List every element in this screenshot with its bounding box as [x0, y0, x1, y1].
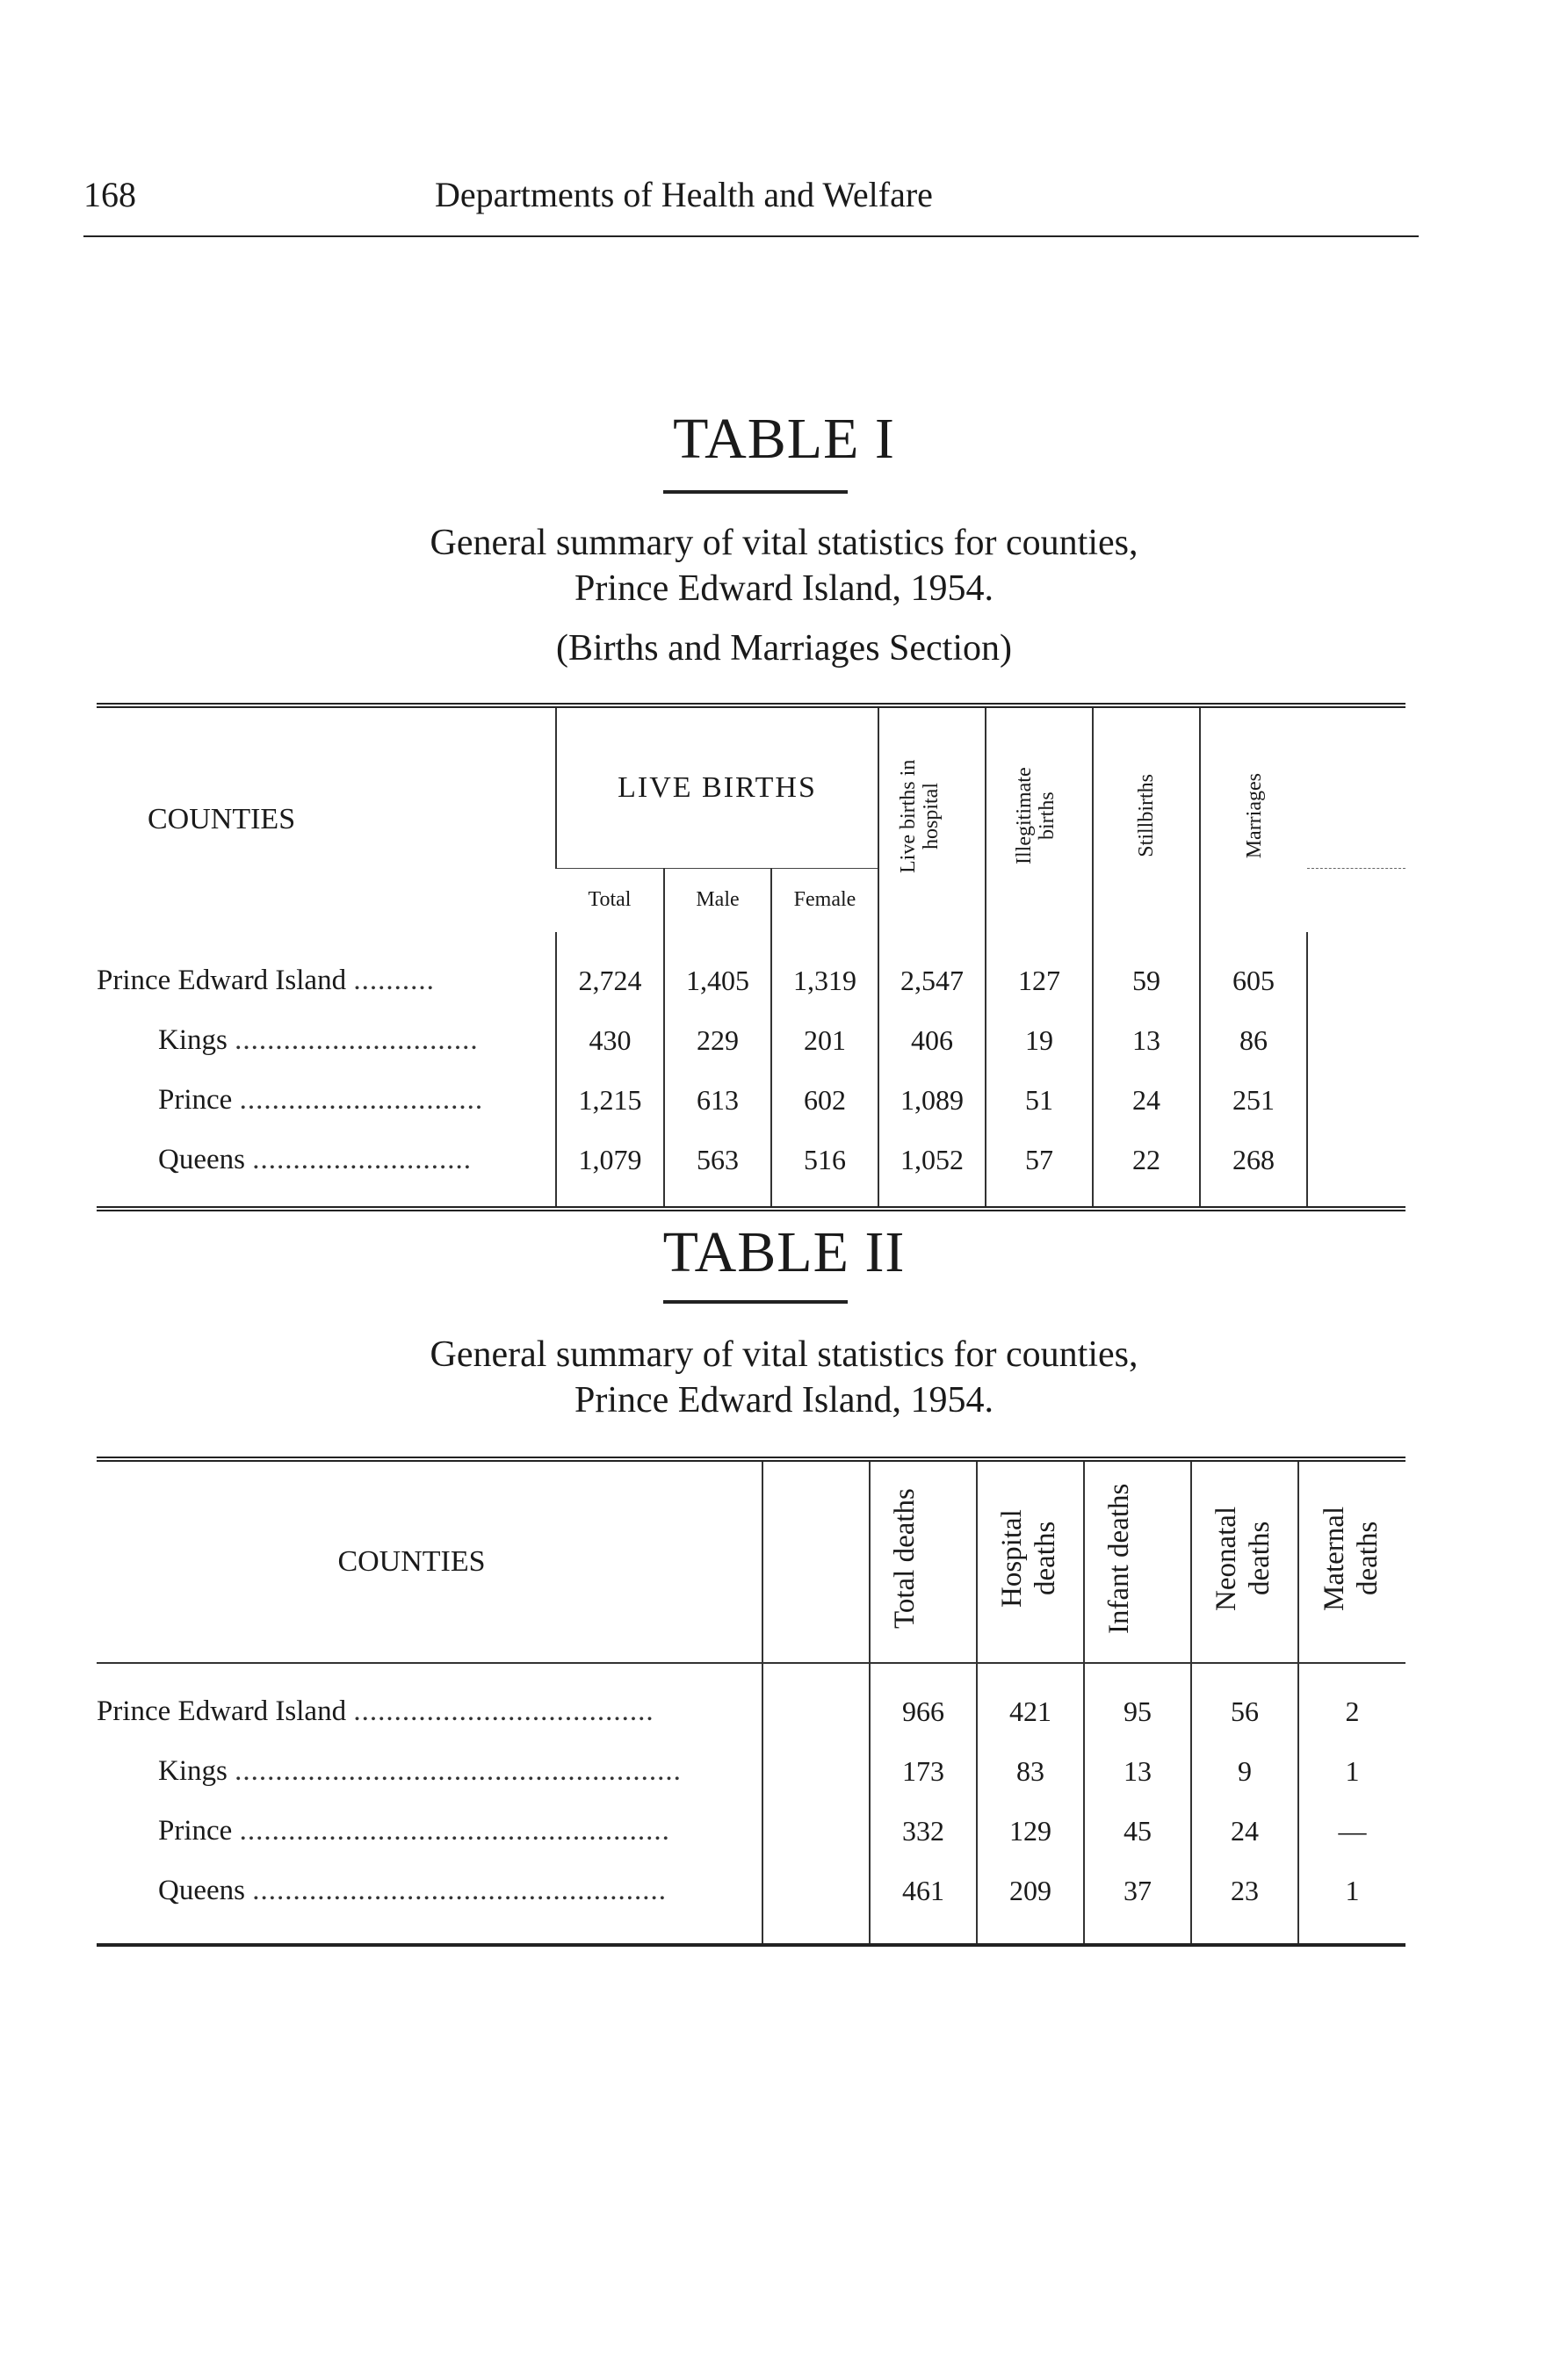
- table1-title-rule: [663, 490, 848, 494]
- county-label: Prince Edward Island: [97, 965, 347, 996]
- cell-blank: [1307, 1071, 1405, 1131]
- row-county-name: [97, 932, 556, 1011]
- table1-header-marriages-label: Marriages: [1242, 773, 1266, 859]
- county-label: Prince: [158, 1814, 233, 1847]
- cell-neonatal: 9: [1191, 1741, 1298, 1801]
- dot-leader: ..............................: [239, 1084, 484, 1116]
- row-county-name: [97, 1861, 762, 1945]
- table1-header-stillbirths: [1093, 705, 1200, 932]
- table1-section: (Births and Marriages Section): [555, 628, 1013, 669]
- table2-title: TABLE II: [662, 1220, 906, 1284]
- cell-total: 332: [870, 1801, 977, 1861]
- page-header: [83, 174, 1419, 237]
- cell-blank: [762, 1861, 870, 1945]
- table-row: [97, 1011, 1405, 1071]
- row-county-name: [97, 1011, 556, 1071]
- table-row: [97, 1071, 1405, 1131]
- county-label: Prince: [158, 1084, 233, 1116]
- cell-blank: [1307, 1011, 1405, 1071]
- running-title: Departments of Health and Welfare: [435, 175, 933, 214]
- cell-infant: 95: [1084, 1663, 1191, 1741]
- cell-blank: [1307, 932, 1405, 1011]
- cell-female: 516: [771, 1131, 878, 1209]
- cell-hospital: 1,089: [878, 1071, 986, 1131]
- cell-hospital: 2,547: [878, 932, 986, 1011]
- cell-marriages: 86: [1200, 1011, 1307, 1071]
- table1-header-hospital-label: Live births in hospital: [897, 759, 943, 873]
- cell-female: 201: [771, 1011, 878, 1071]
- table2-header-neonatal-label: Neonatal deaths: [1210, 1505, 1275, 1611]
- cell-illegitimate: 19: [986, 1011, 1093, 1071]
- cell-hospital: 421: [977, 1663, 1084, 1741]
- cell-total: 173: [870, 1741, 977, 1801]
- table2-header-hospital-label: Hospital deaths: [996, 1508, 1061, 1608]
- cell-illegitimate: 51: [986, 1071, 1093, 1131]
- table1-header-male: Male: [664, 868, 771, 932]
- cell-total: 461: [870, 1861, 977, 1945]
- cell-male: 1,405: [664, 932, 771, 1011]
- table2-header-maternal-label: Maternal deaths: [1318, 1505, 1384, 1611]
- table1-title: TABLE I: [673, 407, 895, 471]
- table1-subtitle-line1: General summary of vital statistics for counties,: [430, 523, 1138, 563]
- table-row: [97, 1861, 1405, 1945]
- county-label: Queens: [158, 1874, 245, 1906]
- table-row: [97, 932, 1405, 1011]
- dot-leader: .....................................: [353, 1695, 654, 1727]
- table2-header-counties-label: COUNTIES: [337, 1545, 486, 1578]
- table2-header-total: [870, 1459, 977, 1663]
- cell-marriages: 268: [1200, 1131, 1307, 1209]
- cell-blank: [1307, 1131, 1405, 1209]
- dot-leader: .......................................................: [235, 1754, 682, 1787]
- cell-blank: [762, 1741, 870, 1801]
- table-row: [97, 1131, 1405, 1209]
- cell-male: 563: [664, 1131, 771, 1209]
- table1: [97, 703, 1405, 1211]
- cell-maternal: 2: [1298, 1663, 1405, 1741]
- table1-header-illegitimate-label: Illegitimate births: [1013, 767, 1059, 865]
- table-row: [97, 1663, 1405, 1741]
- cell-stillbirths: 13: [1093, 1011, 1200, 1071]
- cell-hospital: 129: [977, 1801, 1084, 1861]
- cell-total: 2,724: [556, 932, 664, 1011]
- cell-marriages: 605: [1200, 932, 1307, 1011]
- cell-total: 966: [870, 1663, 977, 1741]
- table1-header-stillbirths-label: Stillbirths: [1135, 774, 1158, 858]
- cell-hospital: 83: [977, 1741, 1084, 1801]
- table-row: [97, 1741, 1405, 1801]
- cell-infant: 37: [1084, 1861, 1191, 1945]
- row-county-name: [97, 1663, 762, 1741]
- table2: [97, 1457, 1405, 1947]
- cell-total: 1,079: [556, 1131, 664, 1209]
- table2-header-hospital: [977, 1459, 1084, 1663]
- table2-title-rule: [663, 1300, 848, 1304]
- table1-header-live-births: LIVE BIRTHS: [556, 705, 878, 868]
- dot-leader: .....................................................: [239, 1814, 670, 1847]
- table1-header-counties: [97, 705, 556, 932]
- cell-maternal: 1: [1298, 1861, 1405, 1945]
- dot-leader: ..........: [353, 965, 435, 996]
- county-label: Kings: [158, 1024, 228, 1056]
- cell-stillbirths: 24: [1093, 1071, 1200, 1131]
- cell-neonatal: 24: [1191, 1801, 1298, 1861]
- table2-header-neonatal: [1191, 1459, 1298, 1663]
- cell-female: 602: [771, 1071, 878, 1131]
- table1-header-female: Female: [771, 868, 878, 932]
- cell-infant: 13: [1084, 1741, 1191, 1801]
- county-label: Queens: [158, 1144, 245, 1175]
- table1-header-marriages: [1200, 705, 1307, 932]
- table2-header-infant-label: Infant deaths: [1103, 1482, 1135, 1634]
- cell-total: 1,215: [556, 1071, 664, 1131]
- cell-hospital: 209: [977, 1861, 1084, 1945]
- cell-hospital: 406: [878, 1011, 986, 1071]
- table1-header-hospital: [878, 705, 986, 932]
- table1-subtitle-line2: Prince Edward Island, 1954.: [574, 568, 994, 609]
- table2-header-spacer: [762, 1459, 870, 1663]
- cell-stillbirths: 59: [1093, 932, 1200, 1011]
- county-label: Prince Edward Island: [97, 1695, 347, 1727]
- table2-header-maternal: [1298, 1459, 1405, 1663]
- table2-header-total-label: Total deaths: [889, 1487, 921, 1629]
- dot-leader: ...................................................: [252, 1874, 667, 1906]
- table1-subtitle: [0, 520, 1568, 611]
- table2-subtitle-line2: Prince Edward Island, 1954.: [574, 1380, 994, 1421]
- cell-stillbirths: 22: [1093, 1131, 1200, 1209]
- cell-marriages: 251: [1200, 1071, 1307, 1131]
- table2-header-infant: [1084, 1459, 1191, 1663]
- table2-subtitle: [0, 1332, 1568, 1423]
- row-county-name: [97, 1741, 762, 1801]
- cell-maternal: —: [1298, 1801, 1405, 1861]
- cell-illegitimate: 127: [986, 932, 1093, 1011]
- row-county-name: [97, 1071, 556, 1131]
- table2-subtitle-line1: General summary of vital statistics for counties,: [430, 1334, 1138, 1375]
- row-county-name: [97, 1801, 762, 1861]
- dot-leader: ..............................: [235, 1024, 479, 1056]
- table1-header-illegitimate: [986, 705, 1093, 932]
- table1-header-total: Total: [588, 888, 632, 911]
- table-row: [97, 1801, 1405, 1861]
- row-county-name: [97, 1131, 556, 1209]
- page-number: 168: [83, 175, 136, 214]
- cell-infant: 45: [1084, 1801, 1191, 1861]
- cell-blank: [762, 1801, 870, 1861]
- cell-male: 613: [664, 1071, 771, 1131]
- cell-maternal: 1: [1298, 1741, 1405, 1801]
- cell-male: 229: [664, 1011, 771, 1071]
- cell-hospital: 1,052: [878, 1131, 986, 1209]
- table2-header-counties: [97, 1459, 762, 1663]
- cell-neonatal: 23: [1191, 1861, 1298, 1945]
- cell-neonatal: 56: [1191, 1663, 1298, 1741]
- table1-header-counties-label: COUNTIES: [148, 803, 296, 836]
- dot-leader: ...........................: [252, 1144, 472, 1175]
- cell-female: 1,319: [771, 932, 878, 1011]
- cell-illegitimate: 57: [986, 1131, 1093, 1209]
- county-label: Kings: [158, 1754, 228, 1787]
- cell-total: 430: [556, 1011, 664, 1071]
- cell-blank: [762, 1663, 870, 1741]
